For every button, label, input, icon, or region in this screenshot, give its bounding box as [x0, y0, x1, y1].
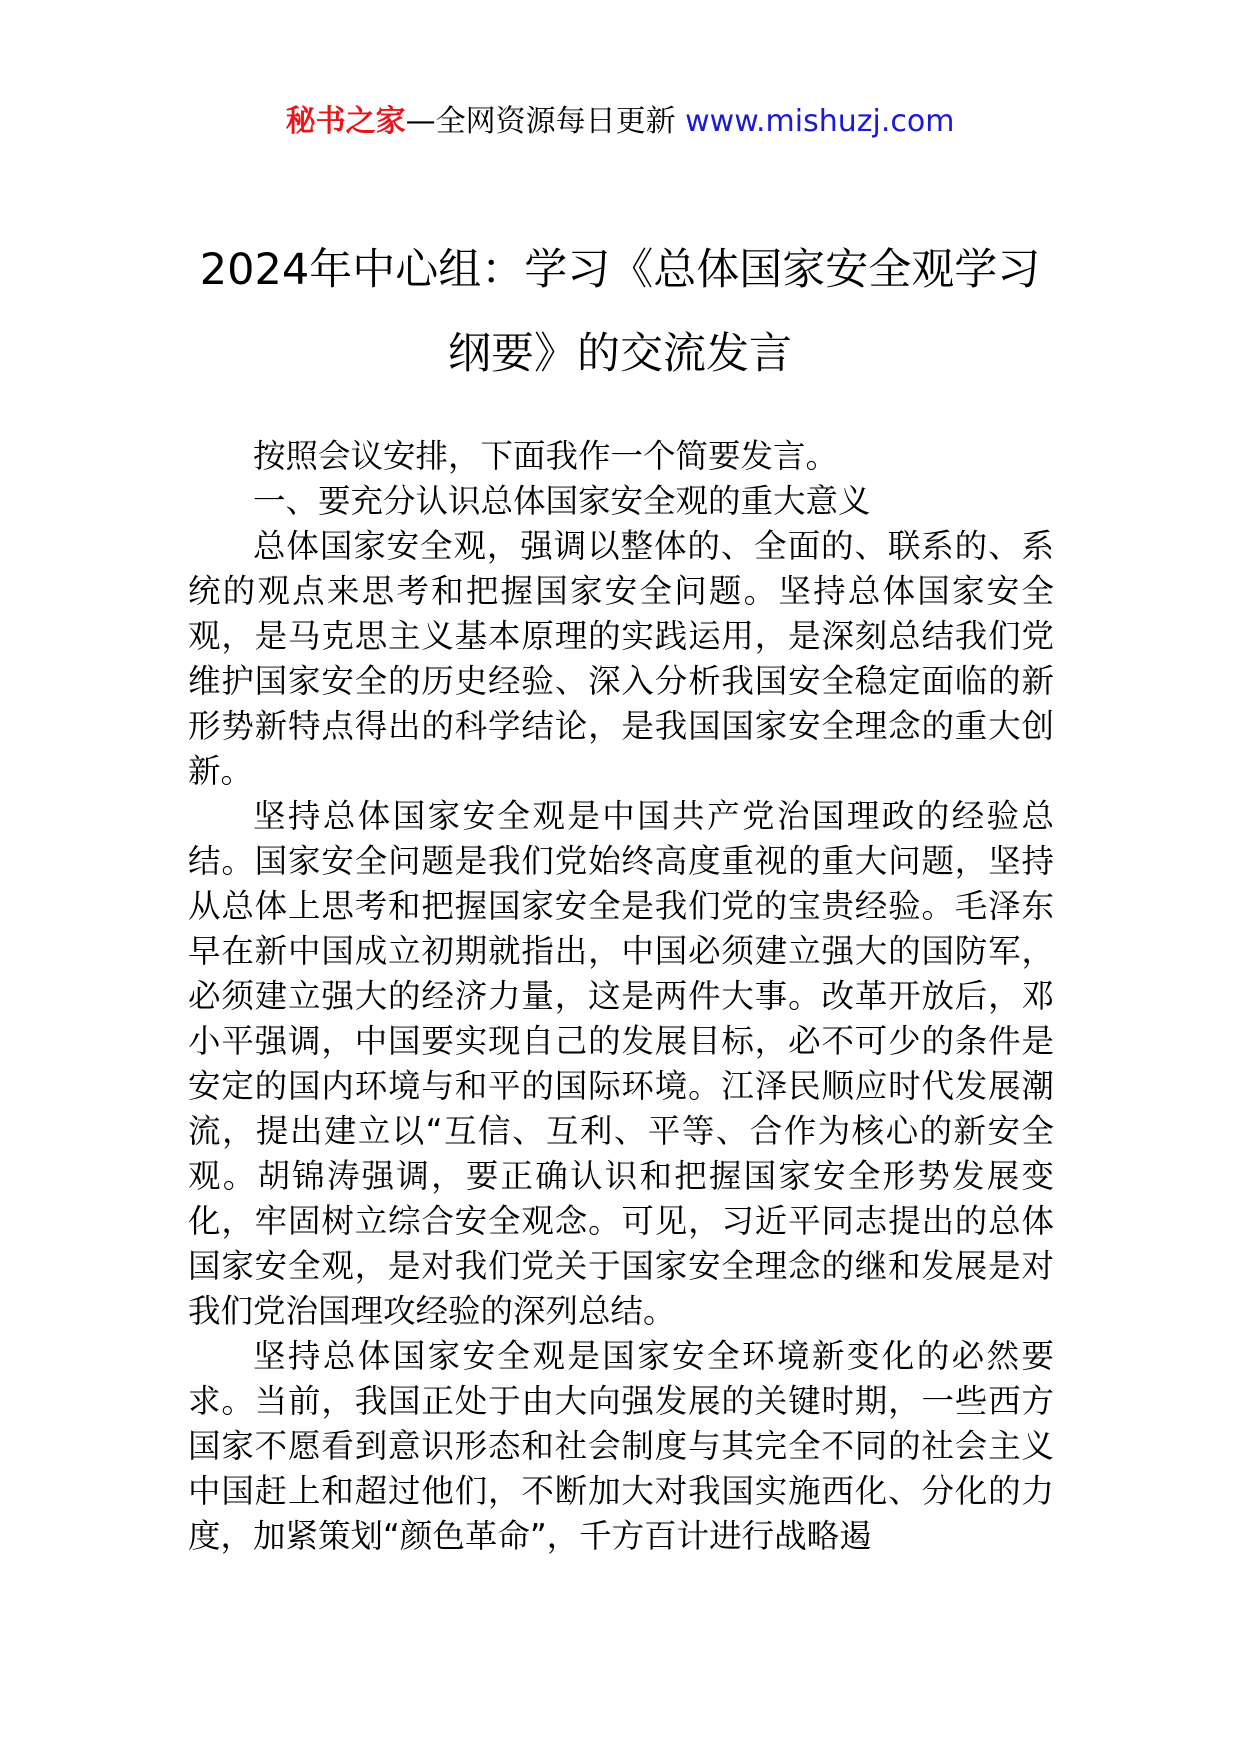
- site-header: [0, 100, 1240, 144]
- header-tagline: —全网资源每日更新: [405, 104, 686, 139]
- paragraph: 坚持总体国家安全观是国家安全环境新变化的必然要求。当前，我国正处于由大向强发展的关键时期，一些西方国家不愿看到意识形态和社会制度与其完全不同的社会主义中国赶上和超过他们，不断加大对我国实施西化、分化的力度，加紧策划“颜色革命”，千方百计进行战略遏: [188, 1337, 1054, 1555]
- section-heading-1: 一、要充分认识总体国家安全观的重大意义: [253, 482, 871, 520]
- brand-name: 秘书之家: [285, 104, 406, 139]
- document-body: [188, 434, 1054, 1559]
- paragraph-intro: 按照会议安排，下面我作一个简要发言。: [253, 437, 839, 475]
- paragraph: 坚持总体国家安全观是中国共产党治国理政的经验总结。国家安全问题是我们党始终高度重视的重大问题，坚持从总体上思考和把握国家安全是我们党的宝贵经验。毛泽东早在新中国成立初期就指出，中国必须建立强大的国防军，必须建立强大的经济力量，这是两件大事。改革开放后，邓小平强调，中国要实现自己的发展目标，必不可少的条件是安定的国内环境与和平的国际环境。江泽民顺应时代发展潮流，提出建立以“互信、互利、平等、合作为核心的新安全观。胡锦涛强调，要正确认识和把握国家安全形势发展变化，牢固树立综合安全观念。可见，习近平同志提出的总体国家安全观，是对我们党关于国家安全理念的继和发展是对我们党治国理攻经验的深列总结。: [188, 797, 1054, 1330]
- site-url-link[interactable]: www.mishuzj.com: [685, 104, 955, 139]
- paragraph: 总体国家安全观，强调以整体的、全面的、联系的、系统的观点来思考和把握国家安全问题。坚持总体国家安全观，是马克思主义基本原理的实践运用，是深刻总结我们党维护国家安全的历史经验、深入分析我国安全稳定面临的新形势新特点得出的科学结论，是我国国家安全理念的重大创新。: [188, 527, 1054, 790]
- document-title: 2024年中心组：学习《总体国家安全观学习纲要》的交流发言: [199, 245, 1041, 379]
